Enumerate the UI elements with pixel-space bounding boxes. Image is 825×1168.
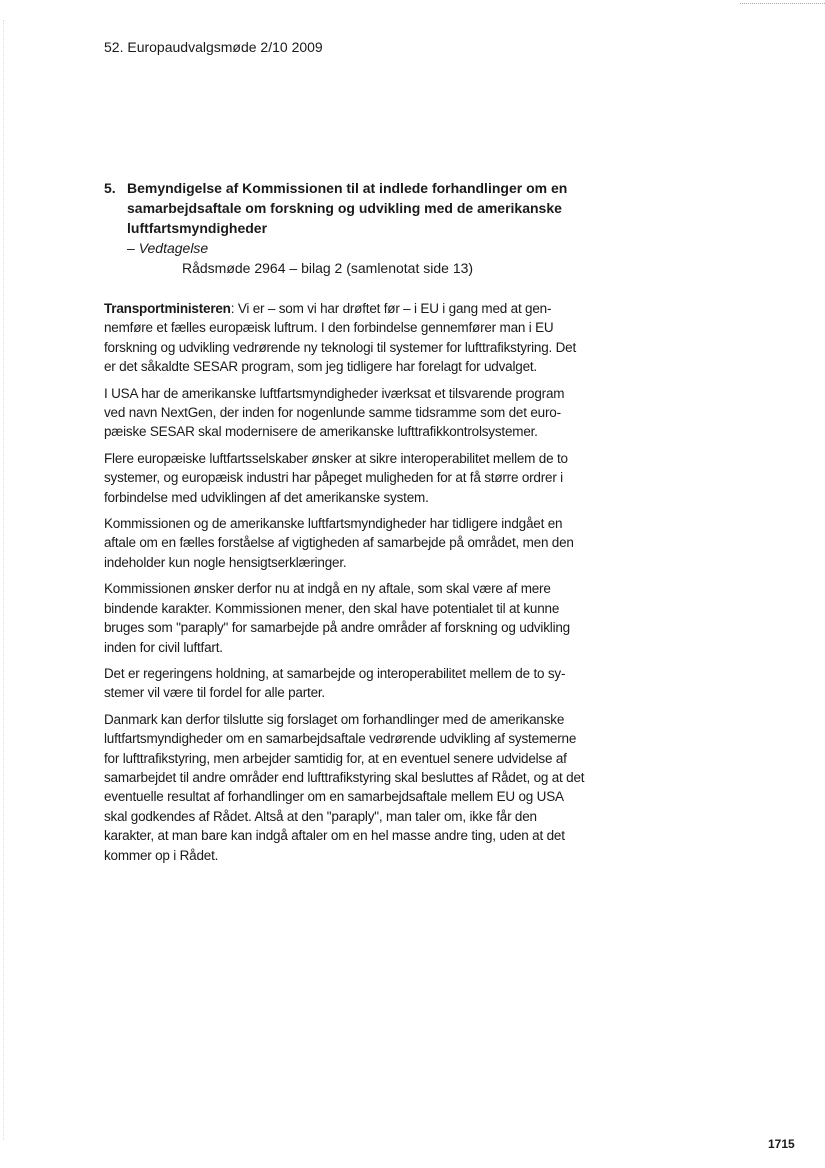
paragraph-5: Kommissionen ønsker derfor nu at indgå en ny aftale, som skal være af mere bindende karakter. Kommissionen mener, den skal have potentialet til at kunne bruges som "paraply" for samarbejde på andre områder af forskning og udvikling inden for civil luftfart.: [104, 581, 570, 655]
paragraph-4: Kommissionen og de amerikanske luftfartsmyndigheder har tidligere indgået en aftale om en fælles forståelse af vigtigheden af samarbejde på området, men den indeholder kun nogle hensigtserklæringer.: [104, 516, 574, 570]
paragraph-7: Danmark kan derfor tilslutte sig forslaget om forhandlinger med de amerikanske luftfartsmyndigheder om en samarbejdsaftale vedrørende udvikling af systemerne for lufttrafikstyring, men arbejder samtidig for, at en eventuel senere udvidelse af samarbejdet til andre områder end lufttrafikstyring skal besluttes af Rådet, og at det eventuelle resultat af forhandlinger om en samarbejdsaftale mellem EU og USA skal godkendes af Rådet. Altså at den "paraply", man taler om, ikke får den karakter, at man bare kan indgå aftaler om en hel masse andre ting, uden at det kommer op i Rådet.: [104, 711, 585, 863]
page-number: 1715: [768, 1137, 795, 1151]
agenda-item-subtitle-line: [127, 239, 584, 257]
agenda-item-reference: Rådsmøde 2964 – bilag 2 (samlenotat side 13): [182, 260, 474, 276]
paragraph-1-text: : Vi er – som vi har drøftet før – i EU i gang med at gennemføre et fælles europæisk luftrum. I den forbindelse gennemfører man i EU forskning og udvikling vedrørende ny teknologi til systemer for lufttrafikstyring. Det er det såkaldte SESAR program, som jeg tidligere har forelagt for udvalget.: [104, 301, 577, 375]
agenda-item-subtitle: Vedtagelse: [138, 240, 209, 256]
agenda-item: [104, 178, 584, 278]
paragraph-2: I USA har de amerikanske luftfartsmyndigheder iværksat et tilsvarende program ved navn NextGen, der inden for nogenlunde samme tidsramme som det europæiske SESAR skal modernisere de amerikanske lufttrafikkontrolsystemer.: [104, 385, 565, 440]
scan-edge-top: [740, 3, 825, 4]
subtitle-dash: –: [127, 240, 135, 256]
paragraph-1: [104, 299, 588, 377]
minutes-body: [104, 299, 588, 872]
agenda-item-number: 5.: [104, 180, 116, 196]
speaker-name: Transportministeren: [104, 301, 231, 316]
paragraph-3: Flere europæiske luftfartsselskaber ønsker at sikre interoperabilitet mellem de to systemer, og europæisk industri har påpeget muligheden for at få større ordrer i forbindelse med udviklingen af det amerikanske system.: [104, 450, 568, 505]
agenda-item-title: Bemyndigelse af Kommissionen til at indlede forhandlinger om en samarbejdsaftale om forskning og udvikling med de amerikanske luftfartsmyndigheder: [127, 180, 568, 236]
agenda-item-heading: [104, 178, 584, 238]
scan-edge-left: [3, 20, 4, 1140]
paragraph-6: Det er regeringens holdning, at samarbejde og interoperabilitet mellem de to systemer vil være til fordel for alle parter.: [104, 665, 566, 701]
page-header: 52. Europaudvalgsmøde 2/10 2009: [104, 39, 323, 55]
